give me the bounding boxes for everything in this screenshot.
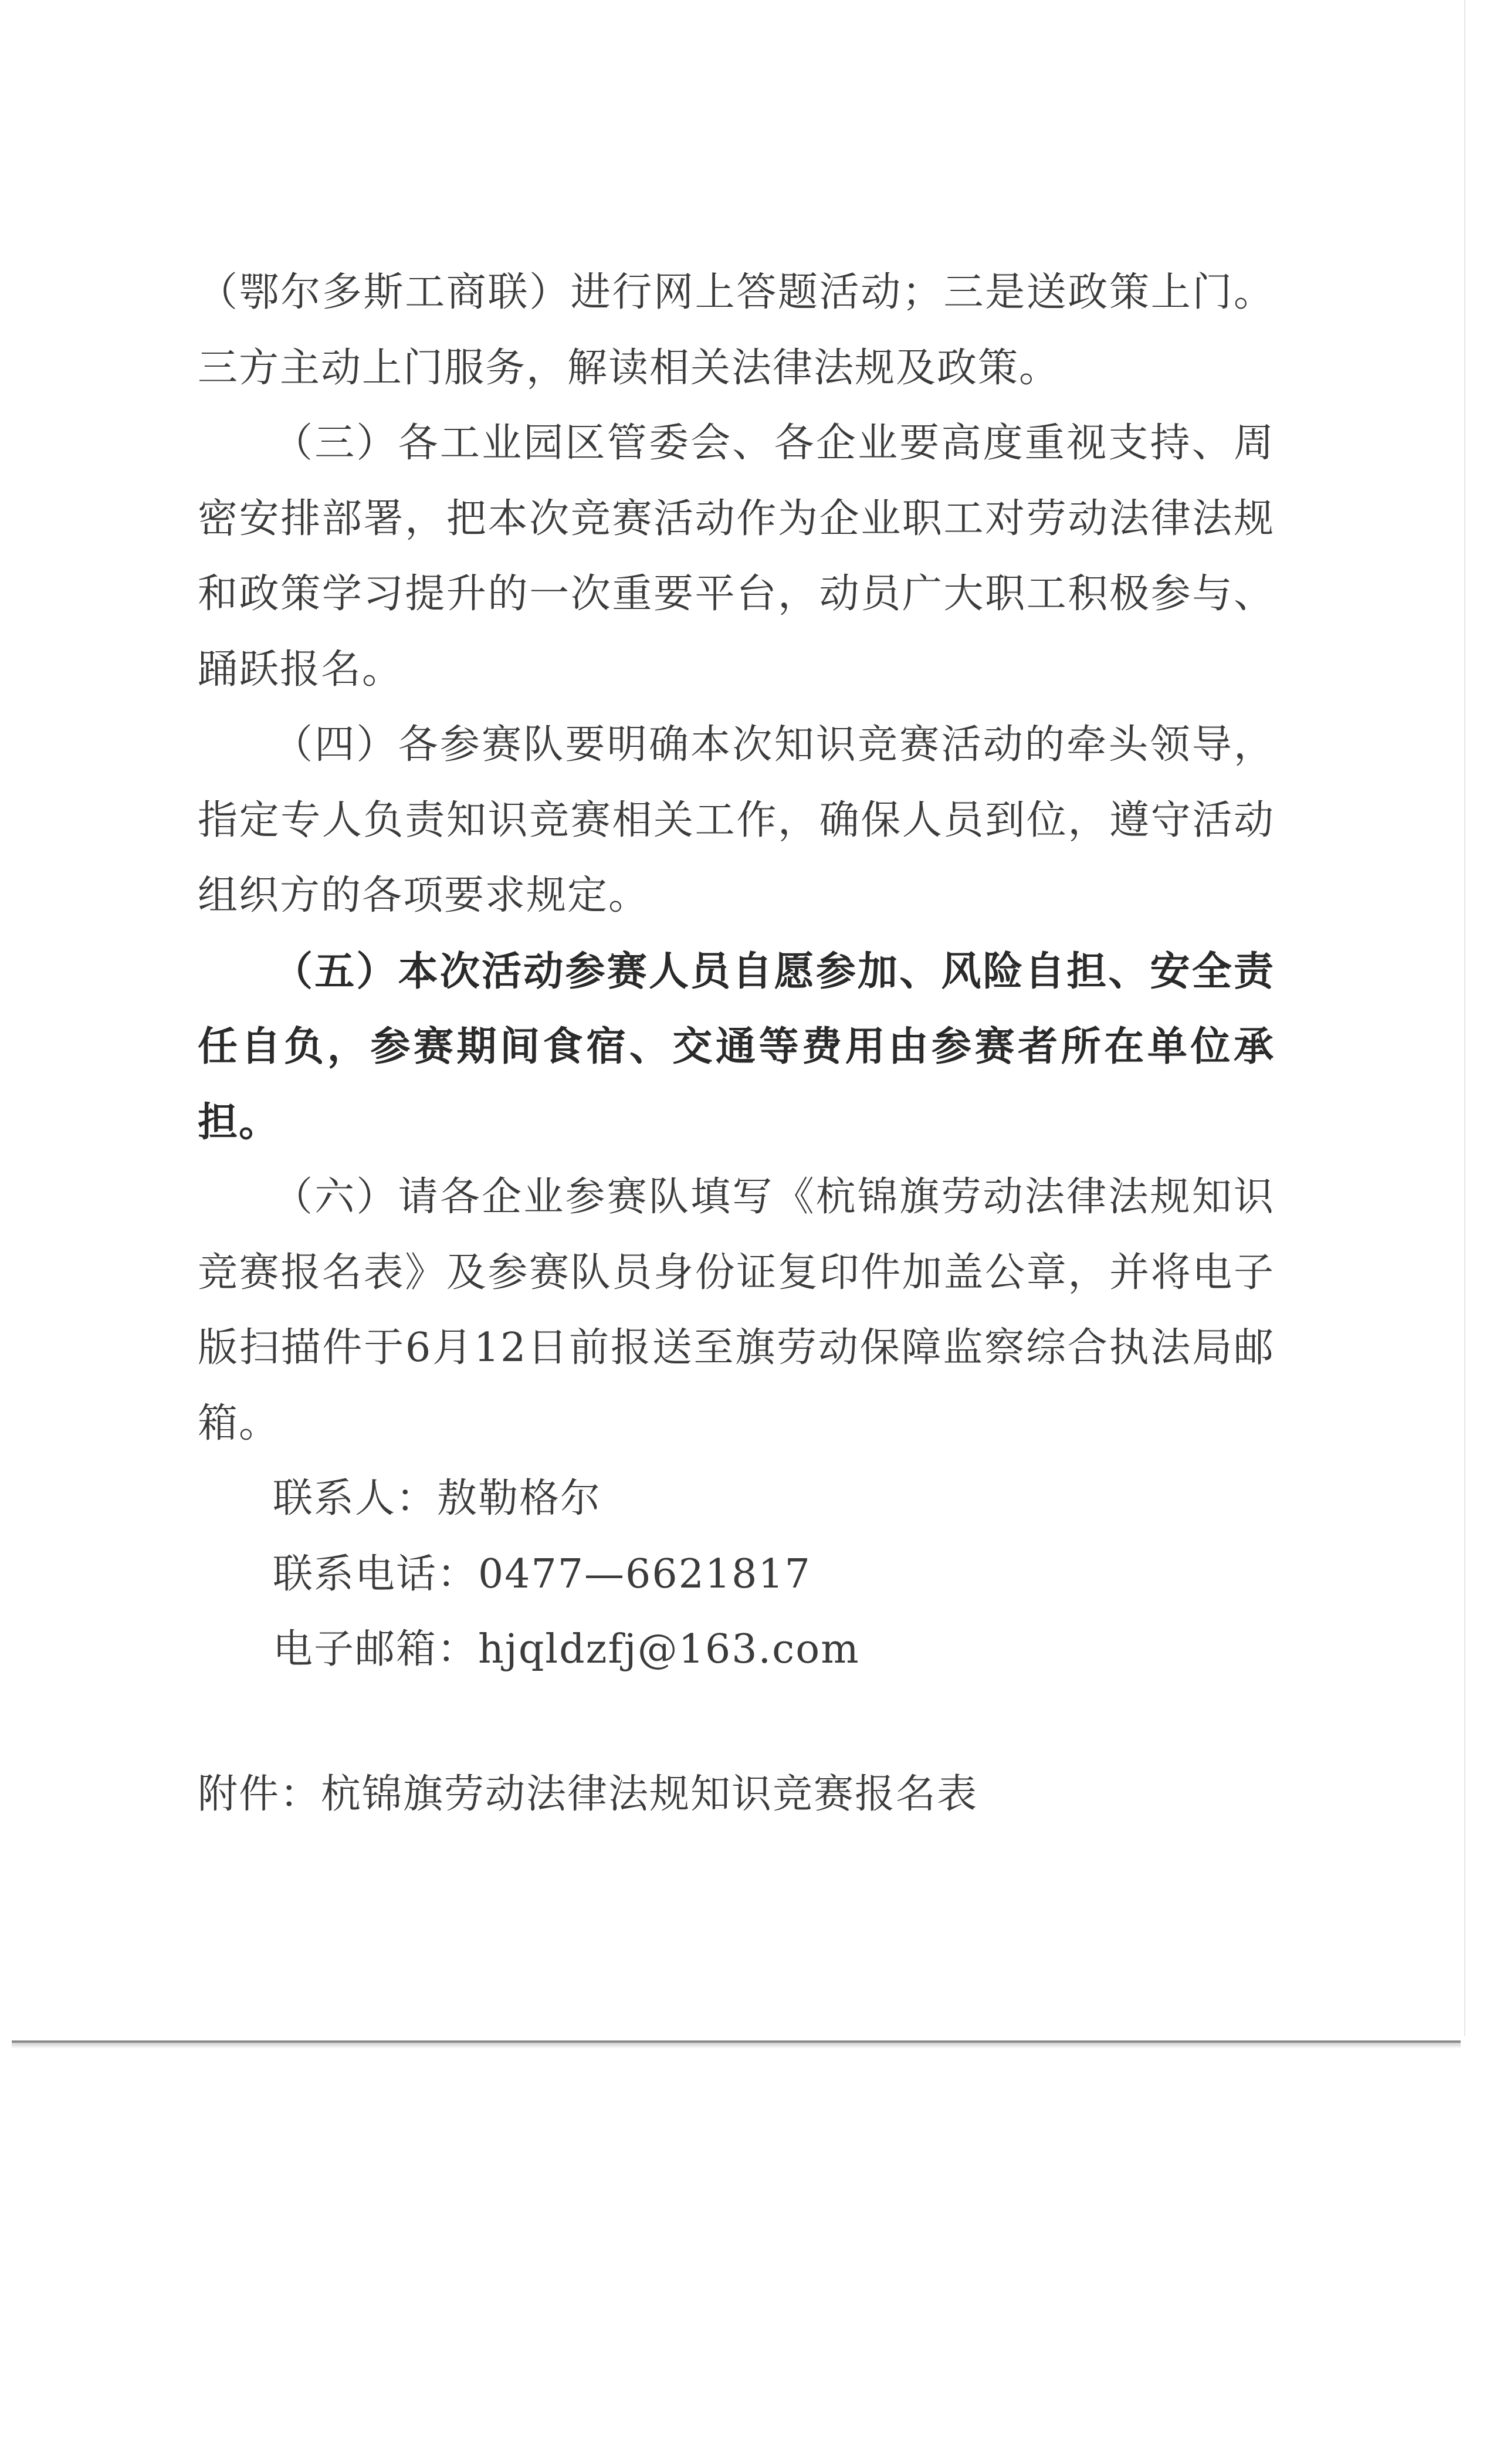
scan-edge-right	[1464, 0, 1465, 2036]
contact-person: 联系人：敖勒格尔	[273, 1475, 602, 1522]
contact-phone: 联系电话：0477—6621817	[273, 1551, 811, 1597]
paragraph-item-3: （三）各工业园区管委会、各企业要高度重视支持、周密安排部署，把本次竞赛活动作为企业职工对劳动法律法规和政策学习提升的一次重要平台，动员广大职工积极参与、踊跃报名。	[198, 420, 1275, 693]
paragraph-item-5: （五）本次活动参赛人员自愿参加、风险自担、安全责任自负，参赛期间食宿、交通等费用由参赛者所在单位承担。	[198, 947, 1275, 1146]
scan-shadow-bottom	[12, 2043, 1461, 2049]
paragraph-item-6: （六）请各企业参赛队填写《杭锦旗劳动法律法规知识竞赛报名表》及参赛队员身份证复印件加盖公章，并将电子版扫描件于6月12日前报送至旗劳动保障监察综合执法局邮箱。	[198, 1174, 1275, 1447]
contact-email: 电子邮箱：hjqldzfj@163.com	[273, 1626, 860, 1673]
attachment-line: 附件：杭锦旗劳动法律法规知识竞赛报名表	[198, 1771, 978, 1817]
paragraph-continuation: （鄂尔多斯工商联）进行网上答题活动；三是送政策上门。三方主动上门服务，解读相关法律法规及政策。	[198, 269, 1275, 391]
document-body	[198, 255, 1275, 1832]
paragraph-item-4: （四）各参赛队要明确本次知识竞赛活动的牵头领导，指定专人负责知识竞赛相关工作，确保人员到位，遵守活动组织方的各项要求规定。	[198, 722, 1275, 919]
